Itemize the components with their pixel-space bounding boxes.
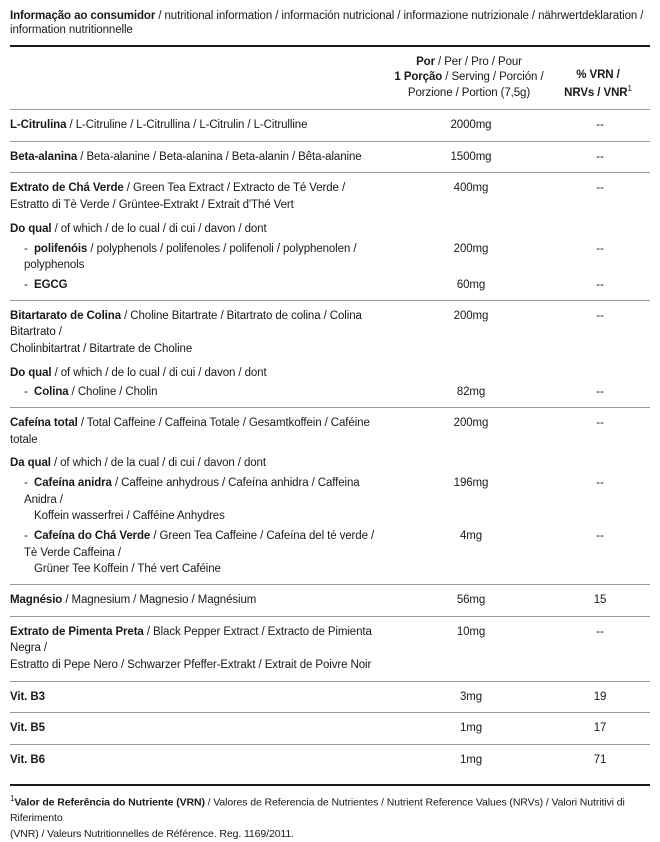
serving-size-translations: / Serving / Porción / Porzione / Portion (7,5g) — [407, 71, 544, 99]
ingredient-name-translations-2: Estratto di Pepe Nero / Schwarzer Pfeffer-Extrakt / Extrait de Poivre Noir — [10, 658, 372, 671]
ingredient-name — [10, 110, 392, 142]
sub-ingredient-amount: 196mg — [453, 476, 489, 489]
sub-ingredient-name-primary: Cafeína do Chá Verde — [34, 529, 151, 542]
ingredient-name — [10, 173, 392, 221]
sub-ingredient-name: - polifenóis / polyphenols / polifenoles / polifenoli / polyphenolen / polyphenols — [24, 242, 357, 272]
of-which-row — [10, 365, 650, 385]
sub-ingredient-vrn: -- — [596, 529, 604, 542]
sub-ingredient-row — [10, 384, 650, 407]
ingredient-name-translations: / Green Tea Extract / Extracto de Té Verde / — [123, 182, 346, 195]
table-row — [10, 173, 650, 221]
ingredient-amount: 1mg — [392, 713, 550, 745]
sub-ingredient-name-translations-2: Grüner Tee Koffein / Thé vert Caféine — [34, 563, 221, 576]
ingredient-name-primary: Vit. B6 — [10, 753, 45, 766]
ingredient-name — [10, 681, 392, 713]
footnote-primary: Valor de Referência do Nutriente (VRN) — [14, 796, 205, 809]
ingredient-name — [10, 300, 392, 365]
sub-ingredient-vrn: -- — [596, 386, 604, 399]
sub-ingredient-name-primary: polifenóis — [34, 242, 88, 255]
table-row — [10, 110, 650, 142]
column-header-vrn — [550, 46, 650, 110]
ingredient-amount: 200mg — [392, 407, 550, 455]
sub-ingredient-amount: 4mg — [459, 529, 483, 542]
footnote-marker: 1 — [10, 793, 15, 803]
sub-ingredient-name-translations: / Caffeine anhydrous / Cafeína anhidra / Caffeina Anidra / — [24, 476, 360, 506]
ingredient-name — [10, 407, 392, 455]
vrn-footnote-marker: 1 — [627, 83, 632, 93]
sub-ingredient-vrn: -- — [596, 242, 604, 255]
ingredient-name-primary: Extrato de Pimenta Preta — [10, 625, 144, 638]
of-which-translations: / of which / de lo cual / di cui / davon / dont — [51, 222, 267, 235]
sub-ingredient-name-translations: / polyphenols / polifenoles / polifenoli / polyphenolen / polyphenols — [24, 242, 357, 272]
vrn-label-line1: % VRN / — [576, 69, 620, 82]
serving-label-translations: / Per / Pro / Pour — [434, 55, 522, 68]
sub-ingredient-name-translations: / Green Tea Caffeine / Cafeína del té verde / Tè Verde Caffeina / — [24, 529, 375, 559]
ingredient-name-translations: / L-Citruline / L-Citrullina / L-Citrulin / L-Citrulline — [66, 119, 308, 132]
table-head — [10, 46, 650, 110]
of-which-primary: Da qual — [10, 457, 51, 470]
ingredient-vrn: 71 — [550, 744, 650, 775]
sub-ingredient-vrn: -- — [596, 278, 604, 291]
of-which-translations: / of which / de lo cual / di cui / davon / dont — [51, 366, 267, 379]
table-row — [10, 300, 650, 365]
ingredient-name-primary: Bitartarato de Colina — [10, 309, 122, 322]
ingredient-name — [10, 713, 392, 745]
ingredient-name-translations: / Black Pepper Extract / Extracto de Pimienta Negra / — [10, 625, 372, 655]
ingredient-name-primary: Beta-alanina — [10, 150, 78, 163]
of-which-vrn — [550, 365, 650, 385]
sub-ingredient-row — [10, 241, 650, 277]
table-row — [10, 744, 650, 775]
ingredient-name-translations: / Beta-alanine / Beta-alanina / Beta-alanin / Bêta-alanine — [77, 150, 362, 163]
footnote — [10, 784, 650, 842]
ingredient-vrn: 19 — [550, 681, 650, 713]
of-which-amount — [392, 365, 550, 385]
of-which-vrn — [550, 455, 650, 475]
of-which-translations: / of which / de la cual / di cui / davon / dont — [50, 457, 266, 470]
ingredient-vrn: -- — [550, 616, 650, 681]
sub-ingredient-vrn: -- — [596, 476, 604, 489]
ingredient-name-translations: / Total Caffeine / Caffeina Totale / Gesamtkoffein / Caféine totale — [10, 416, 370, 446]
sub-ingredient-name-primary: EGCG — [34, 278, 68, 291]
ingredient-amount: 2000mg — [392, 110, 550, 142]
panel-title — [10, 8, 650, 45]
of-which-label — [10, 455, 392, 475]
ingredient-name-primary: Vit. B5 — [10, 722, 45, 735]
sub-ingredient-row — [10, 277, 650, 300]
column-header-name — [10, 46, 392, 110]
table-body — [10, 110, 650, 776]
ingredient-vrn: -- — [550, 141, 650, 173]
sub-ingredient-name-primary: Colina — [34, 386, 69, 399]
sub-ingredient-name: - EGCG — [24, 278, 68, 291]
table-row — [10, 141, 650, 173]
of-which-label — [10, 365, 392, 385]
table-row — [10, 681, 650, 713]
of-which-row — [10, 455, 650, 475]
ingredient-amount: 3mg — [392, 681, 550, 713]
ingredient-amount: 10mg — [392, 616, 550, 681]
ingredient-name — [10, 141, 392, 173]
table-header-row — [10, 46, 650, 110]
vrn-label-line2: NRVs / VNR — [564, 86, 628, 99]
of-which-primary: Do qual — [10, 366, 52, 379]
table-row — [10, 584, 650, 616]
footnote-line2: (VNR) / Valeurs Nutritionnelles de Référence. Reg. 1169/2011. — [10, 827, 294, 840]
serving-size-primary: 1 Porção — [394, 71, 443, 84]
column-header-serving — [392, 46, 550, 110]
sub-ingredient-name-translations: / Choline / Cholin — [68, 386, 158, 399]
ingredient-amount: 200mg — [392, 300, 550, 365]
sub-ingredient-name-translations-2: Koffein wasserfrei / Cafféine Anhydres — [34, 510, 225, 523]
ingredient-name-primary: Magnésio — [10, 593, 63, 606]
of-which-vrn — [550, 221, 650, 241]
of-which-amount — [392, 221, 550, 241]
ingredient-amount: 56mg — [392, 584, 550, 616]
sub-ingredient-amount: 60mg — [456, 278, 486, 291]
panel-title-primary: Informação ao consumidor — [10, 10, 156, 22]
ingredient-vrn: -- — [550, 300, 650, 365]
ingredient-name — [10, 584, 392, 616]
nutrition-table — [10, 45, 650, 776]
ingredient-amount: 1500mg — [392, 141, 550, 173]
ingredient-amount: 400mg — [392, 173, 550, 221]
sub-ingredient-name: - Cafeína anidra / Caffeine anhydrous / Cafeína anhidra / Caffeina Anidra / Koffein wasserfrei / Cafféine Anhydres — [10, 475, 392, 528]
table-row — [10, 713, 650, 745]
ingredient-vrn: -- — [550, 407, 650, 455]
ingredient-vrn: 17 — [550, 713, 650, 745]
sub-ingredient-row — [10, 528, 650, 585]
ingredient-name-translations: / Magnesium / Magnesio / Magnésium — [62, 593, 257, 606]
sub-ingredient-name-primary: Cafeína anidra — [34, 476, 112, 489]
ingredient-name-translations-2: Cholinbitartrat / Bitartrate de Choline — [10, 342, 193, 355]
ingredient-name-translations-2: Estratto di Tè Verde / Grüntee-Extrakt / Extrait d'Thé Vert — [10, 199, 294, 212]
ingredient-name-primary: Extrato de Chá Verde — [10, 182, 124, 195]
of-which-row — [10, 221, 650, 241]
sub-ingredient-row — [10, 475, 650, 528]
panel-title-translations: / nutritional information / información nutricional / informazione nutrizionale / nährwertdeklaration / information nutritionnelle — [10, 10, 644, 36]
sub-ingredient-name: - Cafeína do Chá Verde / Green Tea Caffeine / Cafeína del té verde / Tè Verde Caffeina / Grüner Tee Koffein / Thé vert Caféine — [10, 528, 392, 585]
table-row — [10, 616, 650, 681]
of-which-primary: Do qual — [10, 222, 52, 235]
sub-ingredient-amount: 200mg — [453, 242, 489, 255]
ingredient-name-primary: Cafeína total — [10, 416, 78, 429]
of-which-label — [10, 221, 392, 241]
footnote-line1: / Valores de Referencia de Nutrientes / Nutrient Reference Values (NRVs) / Valori Nutritivi di Riferimento — [10, 796, 625, 824]
serving-label-primary: Por — [416, 55, 435, 68]
ingredient-vrn: -- — [550, 173, 650, 221]
ingredient-vrn: -- — [550, 110, 650, 142]
ingredient-name-translations: / Choline Bitartrate / Bitartrato de colina / Colina Bitartrato / — [10, 309, 362, 339]
ingredient-name — [10, 616, 392, 681]
ingredient-name — [10, 744, 392, 775]
ingredient-vrn: 15 — [550, 584, 650, 616]
ingredient-amount: 1mg — [392, 744, 550, 775]
of-which-amount — [392, 455, 550, 475]
ingredient-name-primary: L-Citrulina — [10, 119, 67, 132]
table-row — [10, 407, 650, 455]
sub-ingredient-amount: 82mg — [456, 386, 486, 399]
ingredient-name-primary: Vit. B3 — [10, 690, 45, 703]
sub-ingredient-name: - Colina / Choline / Cholin — [24, 386, 158, 399]
